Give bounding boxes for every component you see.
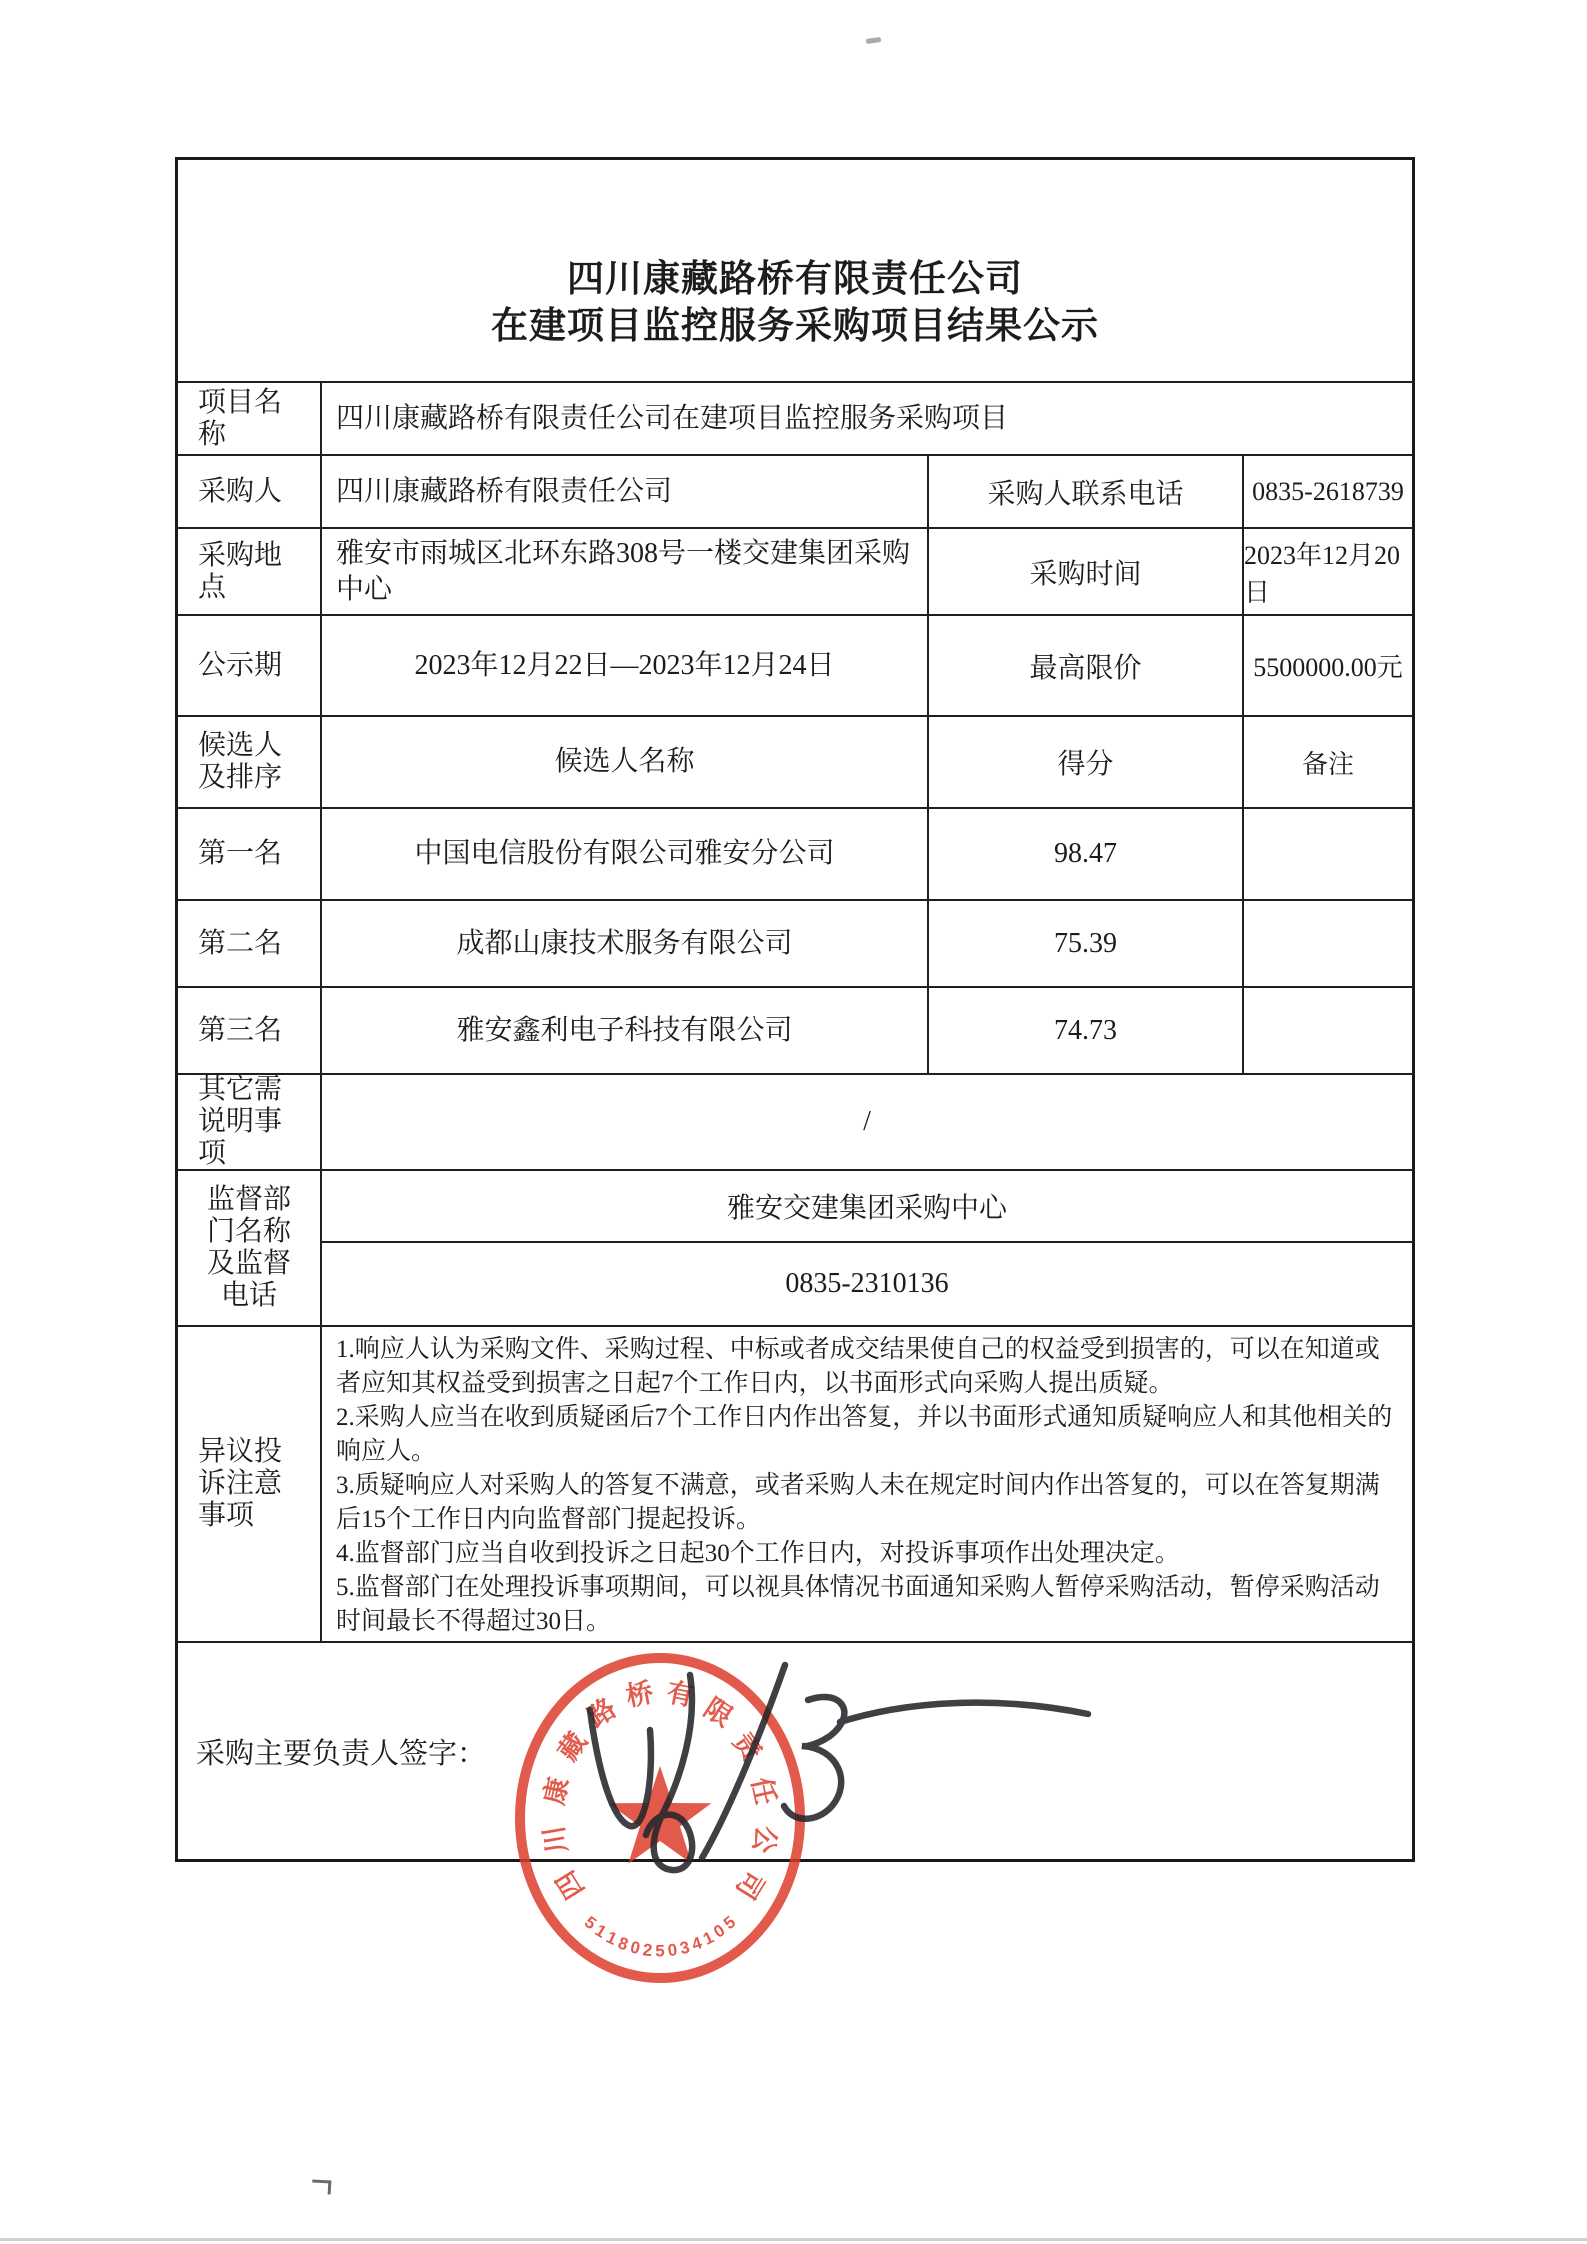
svg-text:0: 0 — [666, 1940, 679, 1961]
purchaser-phone-value: 0835-2618739 — [1242, 456, 1412, 527]
project-name-value: 四川康藏路桥有限责任公司在建项目监控服务采购项目 — [320, 383, 1412, 454]
candidate-2-rank: 第二名 — [198, 927, 283, 959]
svg-text:有: 有 — [664, 1677, 697, 1712]
supervision-row — [178, 1171, 1412, 1327]
svg-text:责: 责 — [727, 1726, 768, 1767]
supervision-phone: 0835-2310136 — [785, 1268, 949, 1300]
purchaser-label: 采购人 — [198, 475, 283, 507]
svg-text:限: 限 — [698, 1692, 738, 1733]
score-header: 得分 — [927, 717, 1242, 807]
purchaser-value: 四川康藏路桥有限责任公司 — [320, 456, 927, 527]
svg-text:川: 川 — [538, 1823, 573, 1856]
objection-text — [320, 1327, 1412, 1641]
candidate-2-score: 75.39 — [927, 901, 1242, 986]
svg-text:0: 0 — [710, 1920, 729, 1942]
supervision-label: 监督部门名称及监督电话 — [206, 1184, 291, 1311]
publicity-value: 2023年12月22日—2023年12月24日 — [320, 616, 927, 715]
title-row — [178, 160, 1412, 383]
svg-text:1: 1 — [591, 1920, 610, 1942]
svg-text:5: 5 — [720, 1912, 740, 1934]
svg-text:四: 四 — [550, 1865, 590, 1905]
scan-speck — [866, 37, 882, 44]
objection-item-3: 3.质疑响应人对采购人的答复不满意，或者采购人未在规定时间内作出答复的，可以在答复期满后15个工作日内向监督部门提起投诉。 — [336, 1472, 1380, 1533]
svg-text:4: 4 — [689, 1933, 705, 1955]
svg-text:5: 5 — [655, 1941, 665, 1961]
candidate-row-2 — [178, 901, 1412, 988]
candidate-1-remark — [1242, 809, 1412, 899]
seal-number-text — [581, 1912, 739, 1960]
scan-corner-mark — [312, 2180, 332, 2195]
supervision-values — [320, 1171, 1412, 1325]
candidate-3-remark — [1242, 988, 1412, 1073]
announcement-table — [175, 157, 1415, 1862]
candidate-2-name: 成都山康技术服务有限公司 — [320, 901, 927, 986]
candidate-3-rank: 第三名 — [198, 1014, 283, 1046]
purchase-time-value: 2023年12月20日 — [1242, 529, 1412, 614]
svg-text:2: 2 — [641, 1940, 654, 1961]
title-line-2: 在建项目监控服务采购项目结果公示 — [491, 305, 1099, 346]
candidate-row-1 — [178, 809, 1412, 901]
svg-text:司: 司 — [730, 1865, 770, 1905]
location-label: 采购地点 — [198, 539, 283, 603]
candidate-row-3 — [178, 988, 1412, 1075]
remark-header: 备注 — [1242, 717, 1412, 807]
svg-text:0: 0 — [628, 1937, 642, 1959]
svg-text:桥: 桥 — [623, 1677, 656, 1712]
candidates-header-label: 候选人及排序 — [198, 730, 283, 793]
svg-text:3: 3 — [678, 1937, 692, 1959]
objection-item-2: 2.采购人应当在收到质疑函后7个工作日内作出答复，并以书面形式通知质疑响应人和其他相关的响应人。 — [336, 1404, 1393, 1465]
svg-text:康: 康 — [538, 1774, 575, 1808]
candidate-3-score: 74.73 — [927, 988, 1242, 1073]
candidate-1-name: 中国电信股份有限公司雅安分公司 — [320, 809, 927, 899]
candidate-1-rank: 第一名 — [198, 838, 283, 869]
handwritten-signature — [440, 1630, 1120, 1880]
purchase-time-label: 采购时间 — [927, 529, 1242, 614]
max-price-value: 5500000.00元 — [1242, 616, 1412, 715]
publicity-label: 公示期 — [198, 649, 283, 681]
svg-text:5: 5 — [580, 1912, 600, 1934]
objection-item-1: 1.响应人认为采购文件、采购过程、中标或者成交结果使自己的权益受到损害的，可以在知道或者应知其权益受到损害之日起7个工作日内，以书面形式向采购人提出质疑。 — [336, 1336, 1380, 1397]
other-notes-value: / — [320, 1075, 1412, 1169]
other-notes-label: 其它需说明事项 — [198, 1075, 283, 1169]
location-value: 雅安市雨城区北环东路308号一楼交建集团采购中心 — [320, 529, 927, 614]
svg-text:8: 8 — [615, 1933, 631, 1955]
candidate-name-header: 候选人名称 — [320, 717, 927, 807]
objection-label: 异议投诉注意事项 — [198, 1436, 283, 1531]
objection-item-5: 5.监督部门在处理投诉事项期间，可以视具体情况书面通知采购人暂停采购活动，暂停采购活动时间最长不得超过30日。 — [336, 1574, 1380, 1635]
objection-item-4: 4.监督部门应当自收到投诉之日起30个工作日内，对投诉事项作出处理决定。 — [336, 1540, 1180, 1567]
svg-text:任: 任 — [745, 1774, 782, 1808]
title-line-1: 四川康藏路桥有限责任公司 — [567, 258, 1023, 299]
svg-text:1: 1 — [700, 1927, 717, 1949]
purchaser-row — [178, 456, 1412, 529]
project-name-row — [178, 383, 1412, 456]
document-title — [178, 160, 1412, 381]
svg-text:1: 1 — [603, 1927, 620, 1949]
candidate-2-remark — [1242, 901, 1412, 986]
location-row — [178, 529, 1412, 616]
candidate-1-score: 98.47 — [927, 809, 1242, 899]
svg-text:公: 公 — [747, 1823, 782, 1856]
publicity-row — [178, 616, 1412, 717]
purchaser-phone-label: 采购人联系电话 — [927, 456, 1242, 527]
signature-label: 采购主要负责人签字： — [196, 1737, 487, 1770]
supervision-department: 雅安交建集团采购中心 — [322, 1171, 1412, 1243]
project-name-label: 项目名称 — [198, 386, 283, 450]
scan-edge-line — [0, 2238, 1587, 2241]
other-notes-row — [178, 1075, 1412, 1171]
objection-row — [178, 1327, 1412, 1643]
svg-text:藏: 藏 — [552, 1726, 593, 1767]
max-price-label: 最高限价 — [927, 616, 1242, 715]
candidate-3-name: 雅安鑫利电子科技有限公司 — [320, 988, 927, 1073]
candidates-header-row — [178, 717, 1412, 809]
svg-text:路: 路 — [582, 1692, 622, 1733]
